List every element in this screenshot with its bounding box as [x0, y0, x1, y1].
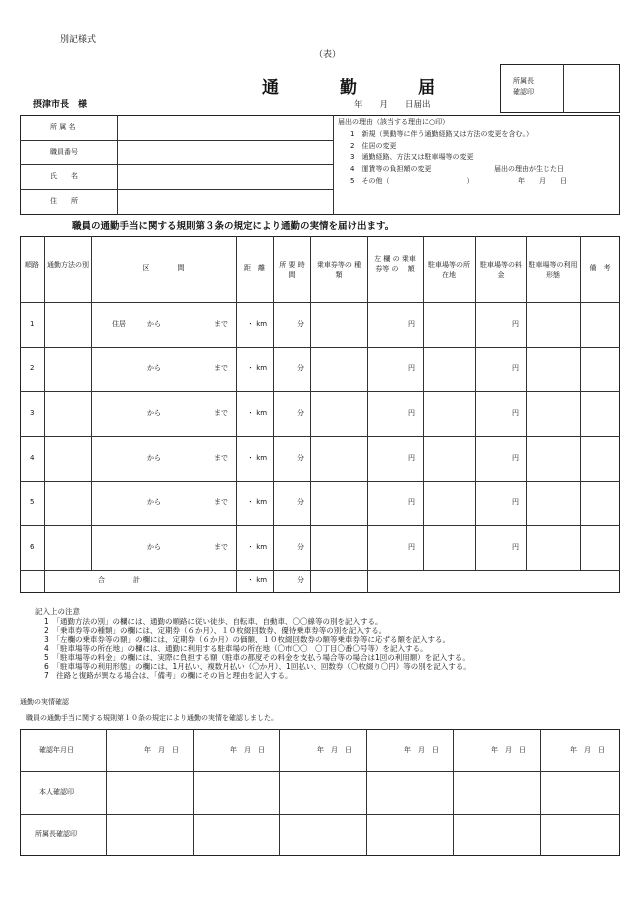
note-item: 2 「乗車券等の種類」の欄には、定期券（６か月）、１０枚綴回数券、優待乗車券等の別を記入する。 [44, 626, 387, 635]
col-header-distance: 距 離 [244, 264, 265, 272]
note-item: 6 「駐車場等の利用形態」の欄には、1月払い、複数月払い（〇か月）、1回払い、回数券（〇枚綴り〇円）等の別を記入する。 [44, 662, 471, 671]
row-minutes: 分 [297, 543, 304, 551]
self-seal-label: 本人確認印 [39, 788, 74, 796]
row-ticket-yen: 円 [408, 364, 415, 372]
confirm-date-cell[interactable]: 年 月 日 [230, 746, 265, 754]
row-kara: から [147, 320, 161, 328]
row-parking-yen: 円 [512, 543, 519, 551]
note-item: 7 往路と復路が異なる場合は、「備考」の欄にその旨と理由を記入する。 [44, 671, 293, 680]
total-km: ・ km [247, 576, 268, 584]
intro-text: 職員の通勤手当に関する規則第３条の規定により通勤の実情を届け出ます。 [72, 221, 395, 232]
manager-seal-label: 所属長確認印 [35, 830, 77, 838]
row-from-label: 住居 [112, 320, 126, 328]
total-label: 合 計 [98, 576, 140, 584]
reason-date-label: 届出の理由が生じた日 [494, 165, 564, 173]
approval-box-label: 所属長 確認印 [513, 77, 534, 96]
col-header-parking-fee: 駐車場等の料金 [480, 261, 522, 279]
side-label: （表） [314, 50, 342, 60]
note-item: 1 「通勤方法の別」の欄には、通勤の順路に従い徒歩、自転車、自動車、〇〇線等の別を記入する。 [44, 617, 383, 626]
row-minutes: 分 [297, 409, 304, 417]
row-km: ・ km [247, 320, 268, 328]
row-made: まで [214, 543, 228, 551]
row-made: まで [214, 320, 228, 328]
field-department: 所 属 名 [50, 123, 76, 131]
row-number: 3 [30, 409, 35, 417]
row-made: まで [214, 409, 228, 417]
reason-3[interactable]: 3 通勤経路、方法又は駐車場等の変更 [350, 153, 474, 161]
field-name: 氏 名 [50, 172, 78, 180]
row-ticket-yen: 円 [408, 454, 415, 462]
col-header-parking-location: 駐車場等の所在地 [428, 261, 470, 279]
row-km: ・ km [247, 454, 268, 462]
row-km: ・ km [247, 409, 268, 417]
department-input[interactable] [118, 116, 332, 139]
confirm-date-cell[interactable]: 年 月 日 [404, 746, 439, 754]
note-item: 4 「駐車場等の所在地」の欄には、通勤に利用する駐車場の所在地（〇市〇〇 〇丁目〇番〇号等）を記入する。 [44, 644, 428, 653]
confirm-date-cell[interactable]: 年 月 日 [317, 746, 352, 754]
row-km: ・ km [247, 543, 268, 551]
reason-title: 届出の理由（該当する理由に○印） [338, 118, 450, 126]
page-title: 通 勤 届 [262, 78, 457, 98]
confirmation-title: 通勤の実情確認 [20, 698, 69, 706]
row-ticket-yen: 円 [408, 498, 415, 506]
row-kara: から [147, 364, 161, 372]
reason-1[interactable]: 1 新規（異動等に伴う通勤経路又は方法の変更を含む。） [350, 130, 533, 138]
row-made: まで [214, 498, 228, 506]
row-minutes: 分 [297, 454, 304, 462]
row-parking-yen: 円 [512, 498, 519, 506]
col-header-method: 通勤方法の別 [47, 261, 89, 269]
row-number: 1 [30, 320, 35, 328]
row-number: 2 [30, 364, 35, 372]
confirm-date-label: 確認年月日 [39, 746, 74, 754]
reason-2[interactable]: 2 住居の変更 [350, 142, 397, 150]
row-parking-yen: 円 [512, 364, 519, 372]
row-made: まで [214, 454, 228, 462]
row-kara: から [147, 543, 161, 551]
col-header-ticket-type: 乗車券等の 種 類 [316, 261, 362, 279]
col-header-remarks: 備 考 [589, 264, 611, 272]
row-minutes: 分 [297, 498, 304, 506]
notes-title: 記入上の注意 [35, 607, 80, 616]
submission-date: 年 月 日届出 [354, 100, 431, 110]
row-made: まで [214, 364, 228, 372]
confirm-date-cell[interactable]: 年 月 日 [570, 746, 605, 754]
row-minutes: 分 [297, 320, 304, 328]
confirm-date-cell[interactable]: 年 月 日 [144, 746, 179, 754]
row-ticket-yen: 円 [408, 543, 415, 551]
row-minutes: 分 [297, 364, 304, 372]
row-parking-yen: 円 [512, 320, 519, 328]
row-parking-yen: 円 [512, 454, 519, 462]
note-item: 3 「左欄の乗車券等の額」の欄には、定期券（６か月）の価額、１０枚綴回数券の額等乗車券等に応ずる額を記入する。 [44, 635, 451, 644]
col-header-route: 順路 [25, 261, 39, 269]
form-label: 別記様式 [60, 35, 97, 45]
confirm-date-cell[interactable]: 年 月 日 [491, 746, 526, 754]
row-ticket-yen: 円 [408, 320, 415, 328]
field-address: 住 所 [50, 197, 78, 205]
row-kara: から [147, 409, 161, 417]
reason-date: 年 月 日 [518, 177, 567, 185]
reason-4[interactable]: 4 運賃等の負担額の変更 [350, 165, 432, 173]
col-header-ticket-amount: 左 欄 の 乗車券等 の 額 [374, 255, 416, 273]
row-kara: から [147, 454, 161, 462]
row-kara: から [147, 498, 161, 506]
row-number: 4 [30, 454, 35, 462]
address-input[interactable] [118, 190, 332, 214]
row-number: 5 [30, 498, 35, 506]
row-number: 6 [30, 543, 35, 551]
row-km: ・ km [247, 498, 268, 506]
field-employee-no: 職員番号 [50, 148, 78, 156]
confirmation-text: 職員の通勤手当に関する規則第１０条の規定により通勤の実情を確認しました。 [26, 714, 278, 722]
route-table [20, 236, 620, 593]
row-ticket-yen: 円 [408, 409, 415, 417]
row-parking-yen: 円 [512, 409, 519, 417]
addressee: 摂津市長 様 [33, 100, 88, 110]
note-item: 5 「駐車場等の料金」の欄には、実際に負担する額（駐車の都度その料金を支払う場合等の場合は1回の利用額）を記入する。 [44, 653, 470, 662]
total-minutes: 分 [297, 576, 304, 584]
col-header-section: 区 間 [142, 264, 185, 272]
row-km: ・ km [247, 364, 268, 372]
employee-no-input[interactable] [118, 141, 332, 163]
reason-5[interactable]: 5 その他（ ） [350, 177, 474, 185]
col-header-time: 所 要 時 間 [279, 261, 305, 279]
col-header-parking-usage: 駐車場等の利用形態 [528, 261, 578, 279]
name-input[interactable] [118, 165, 332, 188]
